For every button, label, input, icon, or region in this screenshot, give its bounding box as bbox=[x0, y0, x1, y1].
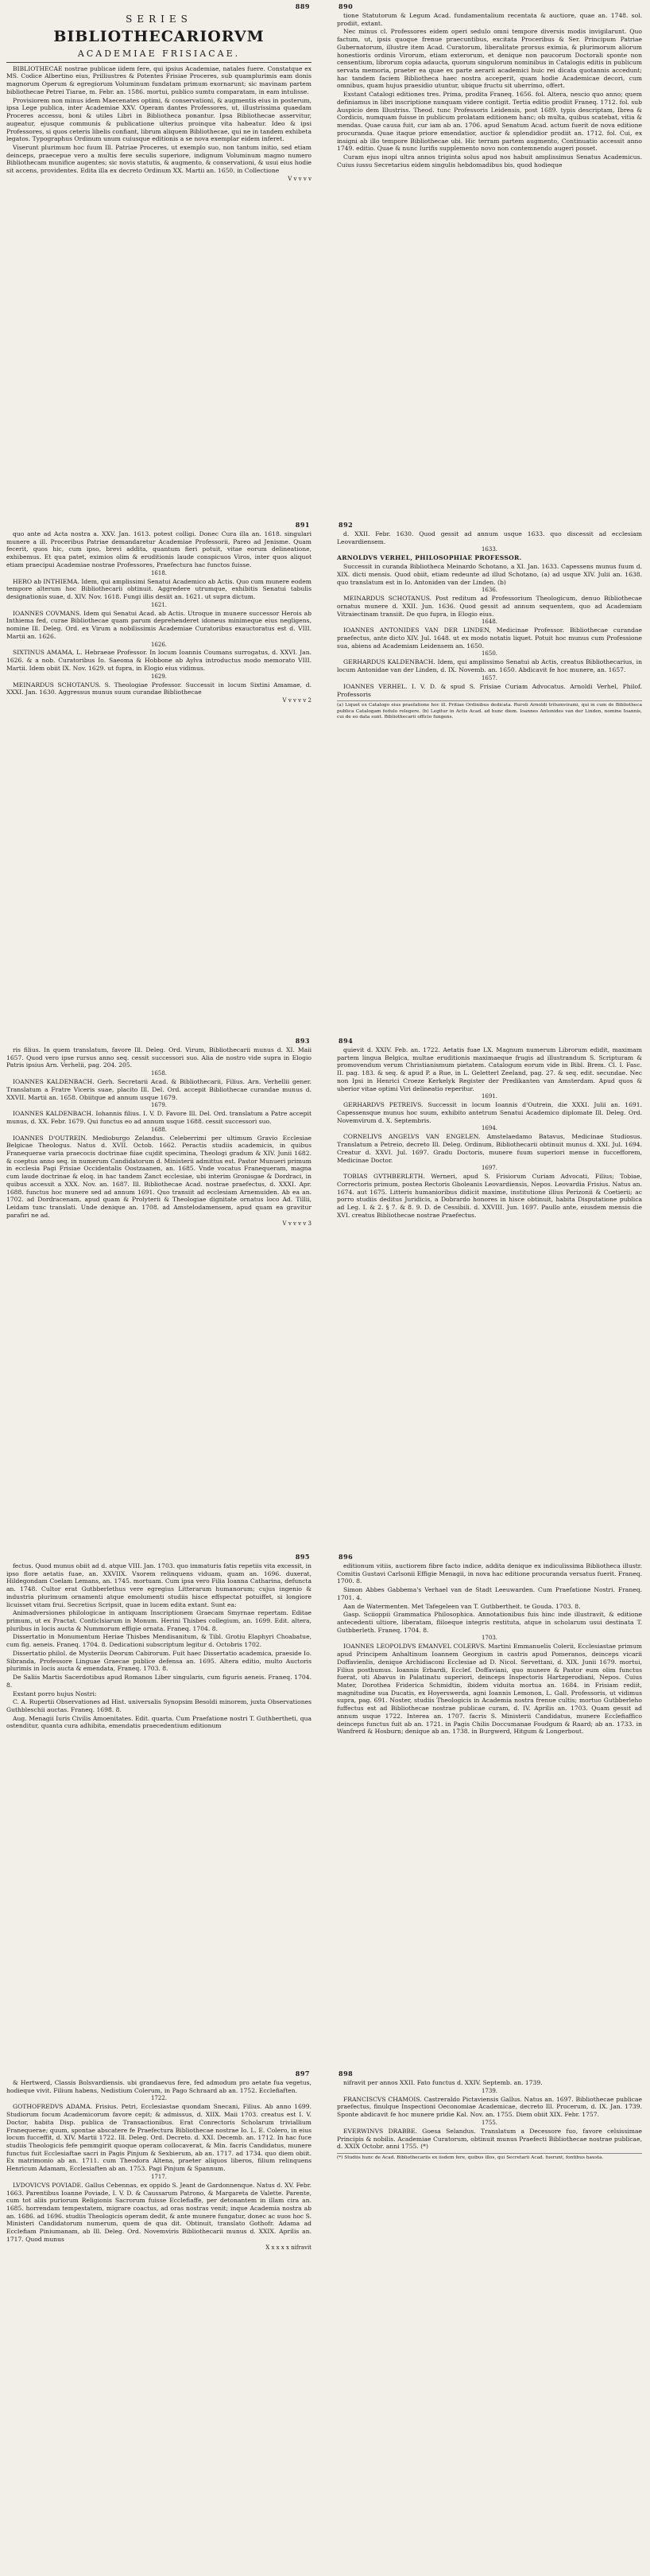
page-number: 895 bbox=[295, 1553, 310, 1561]
entry-heading: ARNOLDVS VERHEL, PHILOSOPHIAE PROFESSOR. bbox=[337, 554, 522, 562]
paragraphs bbox=[6, 65, 311, 183]
paragraphs bbox=[337, 1046, 642, 1220]
page-body bbox=[6, 530, 311, 922]
signature-mark: V v v v v 3 bbox=[282, 1220, 311, 1227]
year-heading: 1657. bbox=[481, 674, 498, 681]
paragraph: FRANCISCVS CHAMOIS. Castreraldo Pictaviensis Gallus. Natus an. 1697. Bibliothecae publicae praefectus, finulque Inspectioni Oeconomiae Academicae, decreto Ill. Procerum, d. IX. Jan. 1739. Sponte abdicavit fe hoc munere pridie Kal. Nov. an. 1755. Diem obiit XIX. Febr. 1757. bbox=[337, 2095, 642, 2119]
page-number: 890 bbox=[339, 2, 354, 10]
paragraph: quievit d. XXIV. Feb. an. 1722. Aetatis fuae LX. Magnum numerum Librorum edidit, maximam partem lingua Belgica, multae eruditionis maximaeque frugis ad illustrandum S. Scripturam & promovendum verum Christianismum pietatem. Catalogum eorum vide in Bibl. Brem. Cl. I. Fasc. II. pag. 183. & seq. & apud P. a Rue, in L. Geletterl Zeeland, pag. 27. & seq. edit. secundae. Nec non Ipsi in Henrici Croeze Kerkelyk Register der Predikanten van Amsterdam. Apud quos & uberior vitae optimi Viri delineatio reperitur. bbox=[337, 1046, 642, 1092]
year-heading: 1739. bbox=[481, 2087, 498, 2094]
subtitle: ACADEMIAE FRISIACAE. bbox=[77, 48, 241, 59]
paragraph: GOTHOFREDVS ADAMA. Frisius. Petri, Ecclesiastae quondam Snecani, Filius. Ab anno 1699. Studiorum focum Academicorum favore cepit; & admissus, d. XIIX. Maii 1703. creatus est I. V. Doctor, habita Disp. publica de Transactionibus. Erat Conrectoris Scholarum triviallium Franequerae; quum, spontae abscatere fe Praefectura Bibliothecae nostrae Io. L. E. Colero, in eius locum fucceffit, d. XIV. Martii 1722. Ill. Deleg. Ord. Decreto. d. XXI. Decemb. an. 1712. In hac fuce studiis Theologicis fefe pemmgirit quoque operam collocaverat, & Min. facris Candidatus, munere functus fuit Ecclesiaftae sacri in Pagis Pinjum & Sexbierum, ab an. 1717. ad 1734. quo diem obiit. Ex matrimonio ab an. 1711. cum Theodora Altena, praeter aliquos liberos, filium relinquens Henricum Adamam, Ecclesiaften ab an. 1753. Pagi Pinjum & Spannum. bbox=[6, 2103, 311, 2173]
paragraph: Gasp. Sciioppii Grammatica Philosophica. Annotationibus fuis hinc inde illustravit, & editione antecedenti ultiore, liberatam, fliloeque integris restituta, atque in scholarum usui destinata T. Gutbberleth. Franeq. 1704. 8. bbox=[337, 1611, 642, 1634]
page-889 bbox=[6, 2, 311, 404]
title-rule bbox=[6, 62, 311, 63]
year-heading: 1722. bbox=[150, 2095, 168, 2102]
paragraphs bbox=[6, 1562, 311, 1730]
year-heading: 1621. bbox=[150, 601, 168, 608]
paragraphs bbox=[337, 12, 642, 169]
page-body bbox=[337, 1046, 642, 1438]
year-heading: 1629. bbox=[150, 673, 168, 680]
paragraph: fectus. Quod munus obiit ad d. atque VIII. Jan. 1703. quo immaturis fatis repetiis vita excessit, in ipso flore aetatis fuae, an. XXVIIX. Vxorem relinquens viduam, quam an. 1696. duxerat, Hildegondam Coelam Lemans, an. 1745. mortuam. Cum ipsa vero Filia Ioanna Catharina, defuncta an. 1748. Cultor erat Gutbberlethus vere egregius Litterarum humanorum; cujus ingenio & industria plurimum ornamenti atque emolumenti studiis hisce effspectat potuiffet, si longiore licuisset vitam frui. Secretius Scripsit, quae in lucem edita extant. Sunt ea: bbox=[6, 1562, 311, 1608]
page-number: 896 bbox=[339, 1553, 354, 1561]
page-893 bbox=[6, 1037, 311, 1438]
page-number: 898 bbox=[339, 2070, 354, 2077]
page-894 bbox=[337, 1037, 642, 1438]
paragraph: BIBLIOTHECAE nostrae publicae iidem fere, qui ipsius Academiae, natales fuere. Constatque ex MS. Codice Albertino eius, Prilliustres & Potentes Frisiae Proceres, sub quamplurimis eam donis magnorum Operum & egregiorum Voluminum fundatam primum exornarunt; sic mavinam partem bibliothecae Petrei Tiarae, m. Febr. an. 1586. mortui, publico sumtu comparatam, in eam intulisse. bbox=[6, 64, 311, 95]
page-896 bbox=[337, 1553, 642, 1954]
page-body bbox=[6, 12, 311, 404]
paragraph: nifravit per annos XXII. Fato functus d. XXIV. Septemb. an. 1739. bbox=[343, 2079, 543, 2086]
paragraph: MEINARDUS SCHOTANUS. Post reditum ad Professorium Theologicum, denuo Bibliothecae ornatus munere d. XXII. Jun. 1636. Quod gessit ad annum sequentem, quo ad Academiam Vitraiectinam transiit. De quo fupra, in Elogio eius. bbox=[337, 595, 642, 618]
paragraph: d. XXII. Febr. 1630. Quod gessit ad annum usque 1633. quo discessit ad ecclesiam Leovardiensem. bbox=[337, 530, 642, 545]
paragraph: tione Statutorum & Legum Acad. fundamentalium recentata & auctiore, quae an. 1748. sol. prodiit, extant. bbox=[337, 12, 642, 27]
year-heading: 1633. bbox=[481, 546, 498, 553]
paragraph: Nec minus cl. Professores eidem operi sedulo omni tempore diversis modis invigilarunt. Quo factum, ut, ipsis quoque frenue praecuntibus, excitata Proceribus & Ser. Principum Patriae Gubernatorum, illustre item Acad. Curatorum, liberalitate prorsus eximia, & plurimorum aliorum honestioris ordinis Virorum, etiam exterorum, et denique non paucorum Doctorali sponte non censentium, librorum copia adaucta, quorum singulorum nominibus in Catalogis editis in publicum servata memoria, praeter ea quae ex parte aerarii academici huic rei dicata quotannis accedunt; hac tandem faciem Bibliotheca haec nostra acceperit, quam hodie Academicae decori, cum omnibus, quam hujus praesidio utuntur, ubique fructu sit uberrimo, offert. bbox=[337, 28, 642, 90]
paragraph: Curam ejus inopi ultra annos triginta solus apud nos habuit amplissimus Senatus Academicus. Cuius iussu Secretarius eidem singulis hebdomadibus bis, quod hodieque bbox=[337, 153, 642, 169]
paragraphs bbox=[6, 2079, 311, 2252]
paragraph: SIXTINUS AMAMA, L. Hebraeae Professor. In locum Ioannis Coumans surrogatus, d. XXVI. Jan. 1626. & a nob. Curatoribus Io. Saeoma & Hobbone ab Aylva introductus modo memorato VIII. Martii. Idem obiit IX. Nov. 1629. ut fupra, in Elogio eius vidimus. bbox=[6, 649, 311, 672]
signature-mark: V v v v v 2 bbox=[282, 697, 311, 704]
paragraph: GERHARDVS PETREIVS. Successit in locum Ioannis d'Outrein, die XXXI. Julii an. 1691. Capessensque munus hoc suum, exhibito antetrum Senatui Academico diplomate Ill. Deleg. Ord. Novemvirum d. X. Septembris. bbox=[337, 1101, 642, 1124]
paragraph: Exstant porro hujus Nostri: bbox=[13, 1690, 97, 1697]
paragraph: IOANNES VERHEL. I. V. D. & spud S. Frisiae Curiam Advocatus. Arnoldi Verhel, Philof. Professoris bbox=[337, 682, 642, 698]
paragraph: HERO ab INTHIEMA. Idem, qui amplissimi Senatui Academico ab Actis. Quo cum munere eodem tempore alterum hoc Bibliothecarii obtinuit. Aggredere utrumque, exhibitis Senatui tabulis designationis suae, d. XIV. Nov. 1618. Fungi illis desiit an. 1621. ut supra dictum. bbox=[6, 577, 311, 600]
paragraph: IOANNES D'OUTREIN. Medioburgo Zelandus. Celeberrimi per ultimum Gravio Ecclesiae Belgicae Theologus. Natus d. XVII. Octob. 1662. Peractis studiis academicis, in quibus Franequerae varia praecocis doctrinae fiiae cujdit specimina, Theologi gradum & XIV. Junii 1682. & coeptus anno seq. in numerum Candidatorum d. Ministerii admittus est. Pastor Munueri primum in ecclesia Pagi Frisiae Occidentalis Oostzaanen, an. 1685. Vnde vocatus Franequeram, magna cum laude doctrinae & eloq. in hac tandem Zanct ecclesiae, ubi interim Gronisgae & Dordraci, in quibus accessit a XXX. Nov. an. 1687. Ill. Bibliothecae Acad. nostrae praefectus, d. XXXI. Apr. 1688. functus hoc munere sed ad annum 1691. Quo transiit ad ecclesiam Arnemuiden. Ab ea an. 1702. ad Dordracenam, apud quam & Prolyterii & Theologiae dignitate ornatus loco Ad. Tillii, Leidam tunc translati. Unde denique an. 1708. ad Amstelodamensem, apud quam ea gravitur parafiri ne ad. bbox=[6, 1134, 311, 1219]
page-number: 891 bbox=[295, 521, 310, 529]
page-898 bbox=[337, 2070, 642, 2471]
year-heading: 1650. bbox=[481, 650, 498, 658]
year-heading: 1688. bbox=[150, 1126, 168, 1133]
paragraph: IOANNES KALDENBACH. Gerh. Secretarii Acad. & Bibliothecarii, Filius. Arn. Verhellii gener. Translatum a Fratre Viceris suae, placito Ill. Del. Ord. accepit Bibliothecae curandae munus d. XXVII. Martii an. 1658. Obiitque ad annum usque 1679. bbox=[6, 1078, 311, 1101]
page-891 bbox=[6, 521, 311, 922]
paragraph: Successit in curanda Bibliotheca Meinardo Schotano, a XI. Jan. 1633. Capessens munus fuum d. XIX. dicti mensis. Quod obiit, etiam redeunte ad illud Schotano, (a) ad usque XIV. Julii an. 1638. quo translatum est in Io. Antoniden van der Linden. (b) bbox=[337, 563, 642, 586]
paragraph: quo ante ad Acta nostra a. XXV. Jan. 1613. potest colligi. Donec Cura illa an. 1618. singulari munere a ill. Proceribus Patriae demandaretur Academiae Professorii, Pareo ad Jenisme. Quam fecerit, quos hic, cum ipso, brevi addita, quantum fieri potuit, vitae eorum delineatione, exhibemus. Et qua patet, eximios olim & eruditionis laude conspicuos Viros, inter quos aliquot etiam praecipui Academiae nostrae Professores, Praefectura hac functos fuisse. bbox=[6, 530, 311, 568]
paragraph: Dissertatio in Monumentum Heriae Thisbes Mendisanitum, & Tibl. Grotiu Elaphyri Choabatue, cum fig. aeneis. Franeq. 1704. 8. Dedicationi subscriptum legitur d. Octobris 1702. bbox=[6, 1633, 311, 1649]
page-895 bbox=[6, 1553, 311, 1954]
page-body bbox=[6, 1046, 311, 1438]
paragraphs bbox=[337, 1562, 642, 1736]
year-heading: 1626. bbox=[150, 641, 168, 648]
year-heading: 1679. bbox=[150, 1102, 168, 1109]
paragraph: De Saliis Martis Sacerdotibus apud Romanos Liber singularis, cum figuris aeneis. Franeq. 1704. 8. bbox=[6, 1674, 311, 1689]
year-heading: 1691. bbox=[481, 1093, 498, 1100]
page-body bbox=[6, 1562, 311, 1954]
page-body bbox=[6, 2079, 311, 2471]
footnote: (*) Studiis hunc de Acad. Bibliothecariis ex iisdem fere, quibus illos, qui Secretarii Acad. fuerunt, fontibus hausta. bbox=[337, 2153, 642, 2161]
paragraph: CORNELIVS ANGELVS VAN ENGELEN. Amstelaedamo Batavus, Medicinae Studiosus. Translatum a Petreio, decreto Ill. Deleg. Ordinum, Bibliothecarii obtinuit munus d. XXI. Jul. 1694. Creatur d. XXVI. Jul. 1697. Gradu Doctoris, munere fuum superiori mense in fuccefforem, Medicinae Doctor. bbox=[337, 1133, 642, 1164]
page-body bbox=[337, 530, 642, 922]
paragraph: Aug. Menagii Iuris Civilis Amoenitates. Edit. quarta. Cum Praefatione nostri T. Guthbertheti, qua ostenditur, quanta cura adhibita, emendatis praecedentium editionum bbox=[6, 1714, 311, 1730]
page-number: 894 bbox=[339, 1037, 354, 1045]
page-number: 889 bbox=[295, 2, 310, 10]
paragraph: EVERWINVS DRABBE. Goesa Selandus. Translatum a Decessore fuo, favore celsissimae Principis & nobilis. Academiae Curatorum, obtinuit munus Praefecti Bibliothecae nostrae publicae, d. XXIX Octobr. anni 1755. (*) bbox=[337, 2127, 642, 2151]
paragraph: Animadversiones philologicae in antiquam Inscriptionem Graecam Smyrnae repertam. Editae primum, ut ex Practat. Conticlsiarum in Monum. Herini Thisbes collegium, an. 1699. Edit. altera, pluribus in locis aucta & Nummorum effigie ornata. Franeq. 1704. 8. bbox=[6, 1609, 311, 1632]
paragraph: LVDOVICVS POVIADE. Gallus Cebennas, ex oppido S. Jeant de Gardonnenque. Natus d. XV. Febr. 1663. Parentibus Ioanne Poviade, I. V. D. & Caussarum Patrono, & Margareta de Valette. Parente, cum tot aliis puriorum Religionis Sacrorum fuisse Ecclefiaffe, per detonantem in illam cira an. 1685. horrendam tempestatem, migrare coactus, ad oras nostras venit; inque Academia nostra ab an. 1686. ad 1696. studiis Theologicis operam dedit, & ante munere fungatur, donec ac suos hoc S. Ministeri Candidatorum numerum, quem de qua dit. Obtinuit, translato Gothofr. Adama ad Ecclefiam Piniumanam, ab Ill. Deleg. Ord. Novemviris Bibliothecarii munus d. XXIX. Aprilis an. 1717. Quod munus bbox=[6, 2181, 311, 2243]
paragraph: MEINARDUS SCHOTANUS. S. Theologiae Professor. Successit in locum Sixtini Amamae, d. XXXI. Jan. 1630. Aggressus munus suum curandae Bibliothecae bbox=[6, 681, 311, 696]
paragraph: Simon Abbes Gabbema's Verhael van de Stadt Leeuwarden. Cum Praefatione Nostri. Franeq. 1701. 4. bbox=[337, 1586, 642, 1601]
paragraph: C. A. Rupertii Observationes ad Hist. universalis Synopsim Besoldi minorem, juxta Observationes Guthbleschii auctas. Franeq. 1698. 8. bbox=[6, 1698, 311, 1713]
signature-mark: X x x x x nifravit bbox=[265, 2244, 311, 2251]
year-heading: 1618. bbox=[150, 569, 168, 576]
page-892 bbox=[337, 521, 642, 922]
paragraph: Exstant Catalogi editiones tres. Prima, prodita Franeq. 1656. fol. Altera, nescio quo anno; quem definiamus in libri inscriptione nunquam videre contigit. Tertia editio prodiit Franeq. 1712. fol. sub Auspicio dem Illustriss. Theod. tunc Professoris Leidensis, post 1689. typis descriptam, Ibrea & Cordicis, numquam fuisse in publicum prolatam editionem hanc; ob multa, quibus scatebat, vitia & mendas. Quae causa fuit, cur iam ab an. 1706. apud Senatum Acad. actum fuerit de nova editione procuranda. Quae itaque priore emendatior, auctior & splendidior prodiit an. 1712. fol. Cui, ex insigni ab illo tempore Bibliothecae ubi. Hic terram partem augmento, Continuatio accessit anno 1749. editio. Quae & nunc Iurifis supplemento novo non contemnendo augeri posset. bbox=[337, 91, 642, 153]
paragraphs bbox=[337, 530, 642, 720]
paragraphs bbox=[6, 1046, 311, 1227]
year-heading: 1648. bbox=[481, 619, 498, 626]
page-890 bbox=[337, 2, 642, 404]
year-heading: 1697. bbox=[481, 1165, 498, 1172]
paragraph: IOANNES COVMANS. Idem qui Senatui Acad. ab Actis. Utroque in munere successor Herois ab Inthiema fed, curae Bibliothecae quam parum deprehenderet idoneus minimeque eius negligens, nomine Ill. Deleg. Ord. ex Virum a nobilissimis Academiae Curatoribus exauctoratus est d. VIII. Martii an. 1626. bbox=[6, 609, 311, 640]
page-body bbox=[337, 2079, 642, 2471]
page-body bbox=[337, 1562, 642, 1954]
year-heading: 1717. bbox=[150, 2173, 168, 2180]
series-heading: SERIES bbox=[126, 14, 192, 25]
paragraph: Dissertatio philol. de Mysteriis Deorum Cabirorum. Fuit haec Dissertatio academica, praeside Io. Sibranda, Professore Linguae Graecae publice defensa an. 1695. Altera editio, multo Auctoris plurimis in locis aucta & emendata, Franeq. 1703. 8. bbox=[6, 1649, 311, 1673]
main-title: BIBLIOTHECARIORVM bbox=[53, 28, 265, 46]
paragraph: IOANNES ANTONIDES VAN DER LINDEN, Medicinae Professor. Bibliothecae curandae praefectus, ante dicto XIV. Jul. 1648. ut ex modo notatis liquet. Potuit hoc munus cum Professione sua, abiens ad Academiam Leidensem an. 1650. bbox=[337, 627, 642, 650]
paragraph: Provisiorem non minus idem Maecenates optimi, & conservationi, & augmentis eius in posterum, ipsa Lege publica, inter Academiae XXV. Operam dantes Professores, ut, illustrissima quaedam Proceres accessu, boni & utiles Libri in Bibliotheca ponantur. Ipsa Bibliothecae asservitur, augeatur, ejusque communis & publicatione ulterius proinque vita habeatur. Ideo & ipsi Professores, si quos ceteris libelis confiant, librum aliquem Bibliothecae, qui ne in tandem exhibeta legatos. Typographus Ordinum unum cuiusque editionis a se nova exemplar eidem inferet. bbox=[6, 96, 311, 143]
signature-mark: V v v v v bbox=[288, 175, 311, 182]
page-body bbox=[337, 12, 642, 404]
paragraph: Aan de Watermenten. Met Tafegeleen van T. Gutbbertheit. te Gouda. 1703. 8. bbox=[343, 1602, 581, 1610]
paragraphs bbox=[337, 2079, 642, 2161]
paragraph: IOANNES KALDENBACH. Iohannis filius. I. V. D. Favore Ill. Del. Ord. translatum a Patre accepit munus, d. XX. Febr. 1679. Qui functus eo ad annum usque 1688. cessit successori suo. bbox=[6, 1110, 311, 1125]
page-number: 893 bbox=[295, 1037, 310, 1045]
paragraph: IOANNES LEOPOLDVS EMANVEL COLERVS. Martini Emmanuelis Colerii, Ecclesiastae primum apud Principem Anhaltinum Ioannem Georgium in castris apud Pomeranos, deinceps vicarii Doffavienlis, denique Archidiaconi Ecclesiae ad D. Nicol. Servettani, d. XIX. Junii 1679. mortui, Filius posthumus. Ioannis Erbardi, Ecclef. Doffaviani, quo munere & Pastor eum olim functus fuerat, uti Abavus in Palatinatu superiori, deinceps Inspectoris Hartzgerodiani, Nepos. Cuius Mater, Dorothea Friderica Schmidtin, ibidem viduita mortua an. 1684. in Frisiam rediit, magnitudine sua Ducatis, ex Hoyerswerda, agni Ioannis Lemonon, L. Gall. Professoris, ut vidimus supra, pag. 691. Noster, studiis Theologicis in Academia nostra frenue cultis; mortuo Gutbberleho fuffectus est ad Bibliothecae nostrae publicae curam, d. IV. Aprilis an. 1703. Quam gessit ad annum usque 1722. Interea an. 1707. facris S. Ministerii Candidatus, munere Ecclefiaffico deinceps functus fuit ab an. 1721. in Pagis Chilis Doccumanae Foudgum & Raard; ab an. 1733. in Wanfrerd & Hosburn; denique ab an. 1738. in Burgwerd, Hitgum & Longerbout. bbox=[337, 1643, 642, 1736]
footnote: (a) Liquet ex Catalogo eius praefatione hoc ill. Pritiae Ordinibus dedicata. Ruroli Arnoldi tritumvirami, qui in cum de Bibliotheca publica Catalogam fedulo relegere. (b) Legitur in Actis Acad. ad hunc diem. Ioannes Antonides van der Linden, nomine Ioannis, cui de eo data sunt. Bibliothecarii officio fungens. bbox=[337, 700, 642, 720]
year-heading: 1658. bbox=[150, 1070, 168, 1077]
paragraph: ris filius. In quem translatum, favore Ill. Deleg. Ord. Virum, Bibliothecarii munus d. XI. Maii 1657. Quod vero ipse rursus anno seq. cessit successori suo. Alia de nostro vide supra in Elogio Patris ipsius Arn. Verhelii, pag. 204. 205. bbox=[6, 1046, 311, 1069]
year-heading: 1694. bbox=[481, 1125, 498, 1132]
page-number: 892 bbox=[339, 521, 354, 529]
paragraphs bbox=[6, 530, 311, 704]
paragraph: GERHARDUS KALDENBACH. Idem, qui amplissimo Senatui ab Actis, creatus Bibliothecarius, in locum Antonidae van der Linden, d. IX. Novemb. an. 1650. Abdicavit fe hoc munere, an. 1657. bbox=[337, 658, 642, 674]
year-heading: 1755. bbox=[481, 2119, 498, 2126]
paragraph: & Hertwerd, Classis Bolsvardiensis. ubi grandaevus fere, fed admodum pro aetate fua vegetus, hodieque vivit. Filium habens, Nedistium Colerum, in Pago Schraard ab an. 1752. Ecclefiaften. bbox=[6, 2079, 311, 2094]
page-897 bbox=[6, 2070, 311, 2471]
paragraph: TOBIAS GVTHBERLETH. Werneri, apud S. Frisiorum Curiam Advocati, Filius; Tobiae, Correctoris primum, postea Rectoris Gboleanis Leovardiensis, Nepos. Leovardia Frisius. Natus an. 1674. aut 1675. Litteris humanioribus didicit maxime, institutione illius Perizonii & Coetierii; ac porro studiis deditus Juridicis, a Dobrardo honores in hisce obtinuit, habita Disputatione publica ad Leg. I. & 2. § 7. & 8. 9. D. de Cessibili. d. XXVIII. Jun. 1697. Paullo ante, eiusdem mensis die XVI. creatus Bibliothecae nostrae Praefectus. bbox=[337, 1173, 642, 1219]
paragraph: editionum vitiis, auctiorem fibre facto indice, addita denique ex indiculissima Bibliotheca illustr. Comitis Gustavi Carlsonii Effigie Menagii, in nova hac editione procuranda versatus fuerit. Franeq. 1700. 8. bbox=[337, 1562, 642, 1585]
year-heading: 1636. bbox=[481, 587, 498, 594]
page-number: 897 bbox=[295, 2070, 310, 2077]
year-heading: 1703. bbox=[481, 1635, 498, 1642]
paragraph: Viserunt plurimum hoc fuum Ill. Patriae Proceres, ut exemplo suo, non tantum initio, sed etiam deinceps, praecepue vero a multis fere seculis superiore, indignum Voluminum magno numero Bibliothecam munifice augentes; sic novis statutis, & augmento, & conservationi, & usui eius hodie sit accens, providentes. Edita illa ex decreto Ordinum XX. Martii an. 1650. in Collectione bbox=[6, 143, 311, 175]
